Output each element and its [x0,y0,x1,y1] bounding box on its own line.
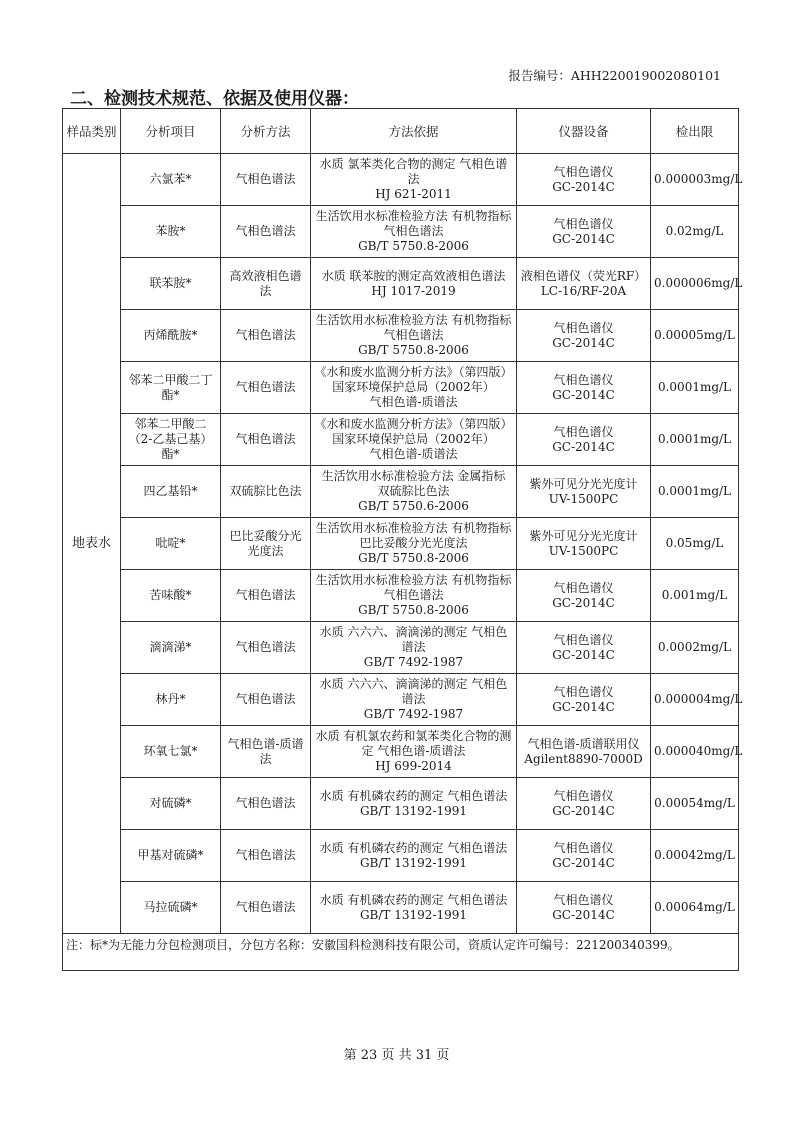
cell-instrument-text: 气相色谱仪 [553,216,614,231]
cell-limit-text: 0.000003mg/L [654,172,743,186]
cell-basis-text: GB/T 5750.8-2006 [358,603,469,617]
cell-instrument [517,466,651,518]
cell-instrument-text: 气相色谱仪 [553,580,614,595]
table-row [63,570,739,622]
cell-limit-text: 0.05mg/L [665,536,724,550]
cell-item [121,518,221,570]
cell-limit-text: 0.00042mg/L [654,848,735,862]
cell-item [121,622,221,674]
cell-basis-text: 水质 有机氯农药和氯苯类化合物的测定 气相色谱-质谱法 [315,729,512,758]
cell-item-text: 马拉硫磷* [143,900,198,914]
note-text: 注：标*为无能力分包检测项目，分包方名称：安徽国科检测科技有限公司，资质认定许可编号：221200340399。 [66,938,680,952]
cell-instrument-text: 气相色谱仪 [553,372,614,387]
cell-instrument [517,206,651,258]
cell-method-text: 气相色谱法 [235,796,296,810]
table-header-row [63,109,739,154]
cell-instrument [517,778,651,830]
cell-basis-text: 水质 有机磷农药的测定 气相色谱法 [319,788,508,803]
cell-method-text: 双硫腙比色法 [229,484,302,498]
cell-method [221,362,311,414]
cell-instrument-text: GC-2014C [552,855,615,870]
cell-instrument-text: 液相色谱仪（荧光RF）LC-16/RF-20A [520,268,647,298]
table-body [63,154,743,934]
cell-method [221,726,311,778]
cell-basis [311,830,517,882]
cell-limit-text: 0.0002mg/L [657,640,732,654]
cell-limit-text: 0.00005mg/L [654,328,735,342]
cell-basis-text: 《水和废水监测分析方法》（第四版）国家环境保护总局（2002年） [314,417,513,446]
cell-instrument [517,726,651,778]
cell-instrument [517,882,651,934]
cell-instrument-text: GC-2014C [552,699,615,714]
cell-method [221,414,311,466]
cell-instrument-text: 气相色谱仪 [553,632,614,647]
header-instrument: 仪器设备 [517,109,651,154]
cell-limit-text: 0.000006mg/L [654,276,743,290]
cell-limit [651,674,743,726]
cell-instrument-text: GC-2014C [552,803,615,818]
header-method: 分析方法 [221,109,311,154]
cell-method-text: 气相色谱法 [235,588,296,602]
cell-limit-text: 0.00064mg/L [654,900,735,914]
cell-limit [651,414,739,466]
cell-limit-text: 0.0001mg/L [657,380,732,394]
cell-basis-text: 水质 六六六、滴滴涕的测定 气相色谱法 [319,677,508,706]
cell-item [121,310,221,362]
cell-limit-text: 0.000004mg/L [654,692,743,706]
cell-method-text: 高效液相色谱法 [229,268,302,298]
cell-item [121,258,221,310]
cell-limit [651,258,743,310]
cell-item-text: 丙烯酰胺* [143,328,198,342]
cell-instrument [517,570,651,622]
table-row [63,622,739,674]
header-basis: 方法依据 [311,109,517,154]
cell-method [221,258,311,310]
cell-basis-text: 水质 氯苯类化合物的测定 气相色谱法 [319,157,508,186]
cell-instrument-text: GC-2014C [552,387,615,402]
cell-method-text: 气相色谱法 [235,380,296,394]
cell-item [121,674,221,726]
cell-item-text: 林丹* [155,692,186,706]
cell-instrument [517,518,651,570]
cell-item-text: 邻苯二甲酸二丁酯* [128,372,213,402]
note-cell [63,934,739,971]
cell-limit [651,778,739,830]
cell-basis [311,154,517,206]
cell-item [121,778,221,830]
cell-method [221,310,311,362]
cell-basis [311,726,517,778]
cell-method [221,830,311,882]
cell-instrument-text: GC-2014C [552,439,615,454]
cell-method [221,206,311,258]
cell-method [221,674,311,726]
cell-instrument-text: 紫外可见分光光度计 UV-1500PC [529,528,638,558]
cell-method-text: 气相色谱法 [235,172,296,186]
cell-instrument-text: GC-2014C [552,231,615,246]
cell-method [221,466,311,518]
cell-method [221,622,311,674]
cell-method-text: 气相色谱法 [235,848,296,862]
cell-basis-text: GB/T 13192-1991 [359,855,468,870]
cell-limit [651,830,739,882]
cell-instrument-text: 气相色谱仪 [553,320,614,335]
cell-item-text: （2-乙基己基）酯* [128,432,213,461]
table-row [63,258,739,310]
cell-item [121,206,221,258]
cell-basis-text: 水质 六六六、滴滴涕的测定 气相色谱法 [319,625,508,654]
cell-limit [651,570,739,622]
cell-basis [311,882,517,934]
cell-instrument [517,362,651,414]
cell-limit [651,882,739,934]
cell-basis-text: 水质 联苯胺的测定高效液相色谱法 [321,268,506,283]
cell-basis-text: GB/T 13192-1991 [359,907,468,922]
cell-basis [311,310,517,362]
cell-basis [311,778,517,830]
cell-instrument-text: GC-2014C [552,907,615,922]
table-row [63,882,739,934]
cell-instrument-text: GC-2014C [552,335,615,350]
cell-instrument-text: 气相色谱仪 [553,840,614,855]
cell-basis [311,206,517,258]
cell-limit [651,518,739,570]
cell-item-text: 六氯苯* [149,172,192,186]
cell-instrument-text: 气相色谱仪 [553,788,614,803]
cell-method-text: 气相色谱法 [235,328,296,342]
cell-basis-text: 气相色谱-质谱法 [369,395,458,409]
cell-instrument [517,414,651,466]
cell-instrument [517,622,651,674]
table-row [63,518,739,570]
cell-method-text: 巴比妥酸分光光度法 [229,528,302,558]
cell-method-text: 气相色谱法 [235,900,296,914]
cell-limit [651,726,743,778]
cell-basis-text: GB/T 5750.8-2006 [358,239,469,253]
cell-item-text: 甲基对硫磷* [137,848,204,862]
cell-basis-text: 气相色谱-质谱法 [369,447,458,461]
cell-basis [311,570,517,622]
cell-basis-text: GB/T 7492-1987 [363,655,464,669]
cell-method [221,518,311,570]
report-number: 报告编号：AHH220019002080101 [508,68,721,83]
cell-instrument-text: 气相色谱仪 [553,424,614,439]
cell-method-text: 气相色谱法 [235,692,296,706]
cell-method-text: 气相色谱-质谱法 [227,736,304,766]
test-spec-table [62,108,743,971]
cell-limit [651,362,739,414]
cell-basis [311,362,517,414]
cell-instrument-text: 紫外可见分光光度计 UV-1500PC [529,476,638,506]
cell-limit [651,154,743,206]
cell-basis-text: 生活饮用水标准检验方法 金属指标 双硫腙比色法 [321,469,506,498]
cell-basis-text: HJ 621-2011 [375,187,452,201]
cell-basis-text: GB/T 13192-1991 [359,803,468,818]
cell-basis-text: GB/T 7492-1987 [363,707,464,721]
cell-basis [311,258,517,310]
cell-basis-text: GB/T 5750.8-2006 [358,551,469,565]
cell-method [221,154,311,206]
cell-limit-text: 0.02mg/L [665,224,724,238]
cell-method-text: 气相色谱法 [235,224,296,238]
cell-limit-text: 0.00054mg/L [654,796,735,810]
cell-instrument-text: GC-2014C [552,179,615,194]
table-row [63,206,739,258]
cell-item-text: 邻苯二甲酸二 [134,417,207,431]
header-category: 样品类别 [63,109,121,154]
cell-basis-text: 生活饮用水标准检验方法 有机物指标 气相色谱法 [315,209,512,238]
cell-basis [311,622,517,674]
cell-method [221,778,311,830]
table-row [63,154,739,206]
table-row [63,414,739,466]
cell-limit [651,206,739,258]
cell-instrument [517,830,651,882]
cell-item-text: 联苯胺* [149,276,192,290]
cell-limit [651,622,739,674]
cell-instrument [517,154,651,206]
cell-method-text: 气相色谱法 [235,432,296,446]
cell-method-text: 气相色谱法 [235,640,296,654]
cell-basis-text: 水质 有机磷农药的测定 气相色谱法 [319,892,508,907]
cell-limit-text: 0.001mg/L [661,588,728,602]
cell-item [121,414,221,466]
header-limit: 检出限 [651,109,739,154]
cell-basis-text: 水质 有机磷农药的测定 气相色谱法 [319,840,508,855]
cell-item [121,830,221,882]
cell-limit-text: 0.0001mg/L [657,484,732,498]
cell-instrument [517,258,651,310]
cell-instrument-text: 气相色谱-质谱联用仪 [527,736,640,751]
cell-item [121,362,221,414]
cell-item [121,154,221,206]
cell-item-text: 对硫磷* [149,796,192,810]
cell-basis-text: 生活饮用水标准检验方法 有机物指标 气相色谱法 [315,313,512,342]
note-row [63,934,739,971]
table-row [63,778,739,830]
cell-basis-text: 《水和废水监测分析方法》（第四版）国家环境保护总局（2002年） [314,365,513,394]
cell-item [121,466,221,518]
table-row [63,310,739,362]
cell-instrument [517,674,651,726]
cell-item [121,570,221,622]
cell-basis [311,518,517,570]
cell-instrument-text: 气相色谱仪 [553,892,614,907]
cell-item [121,882,221,934]
header-item: 分析项目 [121,109,221,154]
cell-item-text: 滴滴涕* [149,640,192,654]
cell-basis-text: HJ 699-2014 [375,759,452,773]
cell-instrument-text: GC-2014C [552,595,615,610]
cell-item-text: 环氧七氯* [143,744,198,758]
cell-basis-text: 生活饮用水标准检验方法 有机物指标 气相色谱法 [315,573,512,602]
section-title: 二、检测技术规范、依据及使用仪器： [70,89,359,109]
cell-basis-text: GB/T 5750.8-2006 [358,343,469,357]
cell-limit-text: 0.000040mg/L [654,744,743,758]
cell-basis [311,414,517,466]
cell-item-text: 四乙基铅* [143,484,198,498]
cell-basis [311,466,517,518]
cell-instrument-text: Agilent8890-7000D [524,751,643,766]
cell-item [121,726,221,778]
cell-basis [311,674,517,726]
cell-item-text: 苦味酸* [149,588,192,602]
cell-limit-text: 0.0001mg/L [657,432,732,446]
table-row [63,674,739,726]
table-row [63,830,739,882]
cell-instrument-text: 气相色谱仪 [553,684,614,699]
cell-basis-text: 生活饮用水标准检验方法 有机物指标 巴比妥酸分光光度法 [315,521,512,550]
sample-category-cell: 地表水 [63,154,121,934]
table-row [63,362,739,414]
cell-instrument [517,310,651,362]
cell-basis-text: GB/T 5750.6-2006 [358,499,469,513]
table-row [63,466,739,518]
cell-method [221,882,311,934]
page-footer: 第 23 页 共 31 页 [343,1048,450,1063]
cell-item-text: 苯胺* [155,224,186,238]
cell-basis-text: HJ 1017-2019 [371,283,456,298]
cell-instrument-text: GC-2014C [552,647,615,662]
cell-method [221,570,311,622]
cell-limit [651,310,739,362]
cell-instrument-text: 气相色谱仪 [553,164,614,179]
cell-item-text: 吡啶* [155,536,186,550]
table-row [63,726,739,778]
cell-limit [651,466,739,518]
